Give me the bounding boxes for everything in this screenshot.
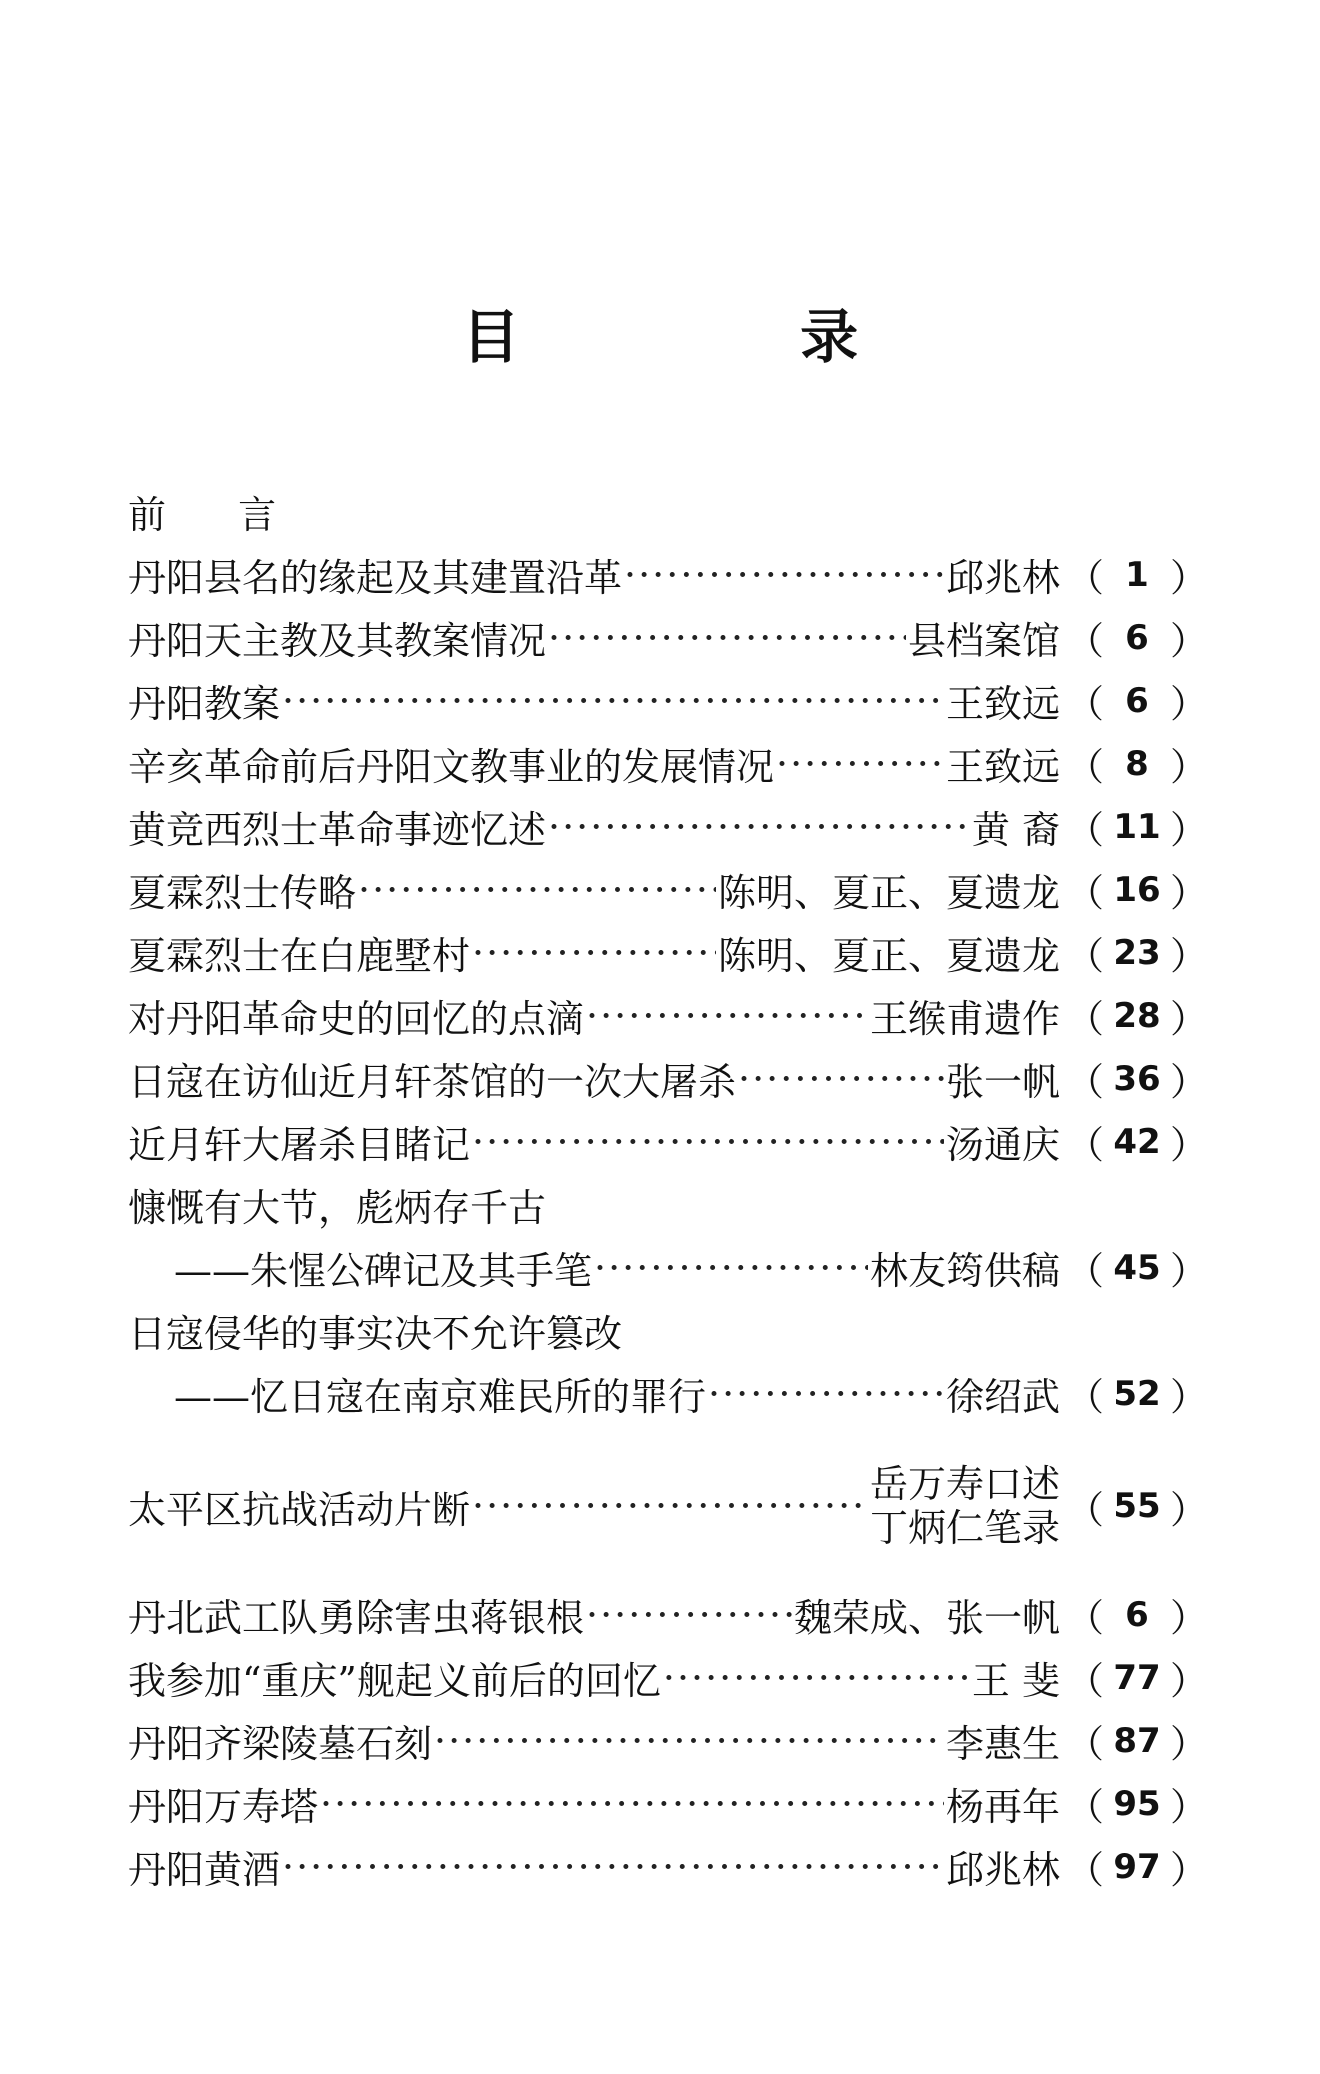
toc-entry-page — [1060, 1479, 1208, 1534]
paren-close: ） — [1169, 1659, 1208, 1703]
toc-entry-page — [1060, 1051, 1208, 1106]
leader-dots — [663, 1656, 970, 1700]
toc-entry-author: 汤通庆 — [945, 1123, 1060, 1167]
paren-open: （ — [1066, 997, 1105, 1041]
page-number: 77 — [1113, 1657, 1161, 1698]
leader-dots — [776, 742, 944, 786]
toc-entry[interactable] — [128, 858, 1208, 921]
paren-close: ） — [1169, 1848, 1208, 1892]
toc-entry-subtitle: ——朱惺公碑记及其手笔 — [174, 1249, 593, 1293]
paren-open: （ — [1066, 1060, 1105, 1104]
page-number: 36 — [1113, 1058, 1161, 1099]
page-number: 28 — [1113, 995, 1161, 1036]
toc-entry-author: 徐绍武 — [945, 1375, 1060, 1419]
paren-close: ） — [1169, 1596, 1208, 1640]
toc-entry-title: 夏霖烈士在白鹿墅村 — [128, 934, 471, 978]
paren-close: ） — [1169, 1249, 1208, 1293]
toc-entry-subtitle: ——忆日寇在南京难民所的罪行 — [174, 1375, 707, 1419]
toc-entry-title: 丹阳黄酒 — [128, 1848, 281, 1892]
page-number: 6 — [1125, 1594, 1149, 1635]
toc-entry-page — [1060, 1114, 1208, 1169]
toc-entry-page — [1060, 610, 1208, 665]
paren-open: （ — [1066, 934, 1105, 978]
toc-entry-author-stack — [870, 1462, 1060, 1550]
toc-entry-author-line2: 丁炳仁笔录 — [869, 1506, 1060, 1550]
page-number: 8 — [1125, 743, 1149, 784]
toc-entry-heading[interactable] — [128, 1299, 1208, 1362]
paren-close: ） — [1169, 1487, 1208, 1532]
toc-entry-page — [1060, 1587, 1208, 1642]
toc-entry-author: 杨再年 — [945, 1785, 1060, 1829]
paren-open: （ — [1066, 1596, 1105, 1640]
page-title: 目 录 — [461, 303, 989, 371]
toc-preface-label: 前 言 — [128, 493, 307, 537]
toc-entry-title: 黄竞西烈士革命事迹忆述 — [128, 808, 547, 852]
paren-open: （ — [1066, 1375, 1105, 1419]
toc-entry[interactable] — [128, 1583, 1208, 1646]
toc-entry-author: 王缑甫遗作 — [869, 997, 1060, 1041]
table-of-contents — [128, 480, 1208, 1898]
toc-entry-page — [1060, 1650, 1208, 1705]
leader-dots — [282, 679, 944, 723]
paren-close: ） — [1169, 871, 1208, 915]
leader-dots — [358, 868, 716, 912]
toc-entry-author: 县档案馆 — [907, 619, 1060, 663]
page-number: 45 — [1113, 1247, 1161, 1288]
toc-entry[interactable] — [128, 1110, 1208, 1173]
page-number: 6 — [1125, 617, 1149, 658]
toc-entry-page — [1060, 1240, 1208, 1295]
toc-entry-title: 夏霖烈士传略 — [128, 871, 357, 915]
toc-entry-page — [1060, 673, 1208, 728]
paren-open: （ — [1066, 1249, 1105, 1293]
toc-entry-title: 我参加“重庆”舰起义前后的回忆 — [128, 1659, 661, 1703]
toc-entry-author: 陈明、夏正、夏遗龙 — [717, 871, 1060, 915]
page-number: 52 — [1113, 1373, 1161, 1414]
paren-open: （ — [1066, 1785, 1105, 1829]
paren-open: （ — [1066, 1487, 1105, 1532]
toc-entry[interactable] — [128, 606, 1208, 669]
leader-dots — [708, 1372, 944, 1416]
paren-close: ） — [1169, 745, 1208, 789]
leader-dots — [548, 616, 906, 660]
leader-dots — [594, 1246, 868, 1290]
toc-entry-page — [1060, 925, 1208, 980]
toc-entry-heading[interactable] — [128, 1173, 1208, 1236]
toc-entry-author: 黄 裔 — [971, 808, 1060, 852]
toc-entry-title: 丹阳万寿塔 — [128, 1785, 319, 1829]
page-number: 6 — [1125, 680, 1149, 721]
toc-entry-title: 日寇侵华的事实决不允许篡改 — [128, 1312, 623, 1356]
toc-entry-title: 慷慨有大节，彪炳存千古 — [128, 1186, 547, 1230]
paren-close: ） — [1169, 1123, 1208, 1167]
toc-entry-subtitle-row[interactable] — [128, 1362, 1208, 1425]
toc-entry[interactable] — [128, 543, 1208, 606]
paren-open: （ — [1066, 1848, 1105, 1892]
leader-dots — [472, 1120, 944, 1164]
toc-entry-title: 丹阳齐梁陵墓石刻 — [128, 1722, 433, 1766]
toc-entry[interactable] — [128, 1441, 1208, 1571]
leader-dots — [624, 553, 944, 597]
toc-entry-page — [1060, 799, 1208, 854]
paren-open: （ — [1066, 556, 1105, 600]
toc-entry[interactable] — [128, 1646, 1208, 1709]
toc-entry-author: 林友筠供稿 — [869, 1249, 1060, 1293]
leader-dots — [586, 1593, 792, 1637]
toc-entry-title: 日寇在访仙近月轩茶馆的一次大屠杀 — [128, 1060, 737, 1104]
paren-close: ） — [1169, 556, 1208, 600]
toc-entry-title: 太平区抗战活动片断 — [128, 1487, 471, 1532]
page-number: 87 — [1113, 1720, 1161, 1761]
leader-dots — [548, 805, 970, 849]
toc-entry-page — [1060, 988, 1208, 1043]
leader-dots — [434, 1719, 944, 1763]
toc-entry-title: 丹阳县名的缘起及其建置沿革 — [128, 556, 623, 600]
toc-entry-author: 邱兆林 — [945, 1848, 1060, 1892]
toc-entry-author-line1: 岳万寿口述 — [869, 1462, 1060, 1506]
toc-entry[interactable] — [128, 921, 1208, 984]
paren-open: （ — [1066, 871, 1105, 915]
paren-close: ） — [1169, 934, 1208, 978]
toc-entry-author: 邱兆林 — [945, 556, 1060, 600]
toc-entry-author: 王 斐 — [971, 1659, 1060, 1703]
page-number: 95 — [1113, 1783, 1161, 1824]
paren-close: ） — [1169, 619, 1208, 663]
toc-entry-author: 王致远 — [945, 682, 1060, 726]
paren-close: ） — [1169, 1785, 1208, 1829]
paren-close: ） — [1169, 1060, 1208, 1104]
toc-entry-page — [1060, 1713, 1208, 1768]
toc-entry-page — [1060, 547, 1208, 602]
toc-entry-author: 陈明、夏正、夏遗龙 — [717, 934, 1060, 978]
toc-entry-title: 辛亥革命前后丹阳文教事业的发展情况 — [128, 745, 775, 789]
leader-dots — [282, 1845, 944, 1889]
paren-open: （ — [1066, 1123, 1105, 1167]
toc-entry[interactable] — [128, 1835, 1208, 1898]
toc-entry-page — [1060, 862, 1208, 917]
toc-entry-author: 李惠生 — [945, 1722, 1060, 1766]
paren-open: （ — [1066, 1722, 1105, 1766]
toc-entry-title: 丹阳教案 — [128, 682, 281, 726]
paren-open: （ — [1066, 1659, 1105, 1703]
paren-open: （ — [1066, 619, 1105, 663]
page-number: 11 — [1113, 806, 1161, 847]
toc-entry-title: 近月轩大屠杀目睹记 — [128, 1123, 471, 1167]
toc-entry-page — [1060, 736, 1208, 791]
toc-entry[interactable] — [128, 732, 1208, 795]
toc-entry[interactable] — [128, 669, 1208, 732]
paren-close: ） — [1169, 997, 1208, 1041]
page-number: 1 — [1125, 554, 1149, 595]
toc-entry[interactable] — [128, 1709, 1208, 1772]
paren-open: （ — [1066, 808, 1105, 852]
toc-entry-author: 王致远 — [945, 745, 1060, 789]
toc-entry[interactable] — [128, 1772, 1208, 1835]
paren-close: ） — [1169, 808, 1208, 852]
toc-entry-author: 张一帆 — [945, 1060, 1060, 1104]
toc-entry-page — [1060, 1366, 1208, 1421]
toc-entry-title: 丹北武工队勇除害虫蒋银根 — [128, 1596, 585, 1640]
page-number: 23 — [1113, 932, 1161, 973]
paren-open: （ — [1066, 682, 1105, 726]
page-number: 97 — [1113, 1846, 1161, 1887]
page-number: 55 — [1113, 1486, 1161, 1526]
paren-close: ） — [1169, 1722, 1208, 1766]
toc-entry[interactable] — [128, 984, 1208, 1047]
leader-dots — [738, 1057, 944, 1101]
toc-preface[interactable] — [128, 480, 1208, 543]
toc-entry-title: 丹阳天主教及其教案情况 — [128, 619, 547, 663]
page-number: 42 — [1113, 1121, 1161, 1162]
toc-entry-title: 对丹阳革命史的回忆的点滴 — [128, 997, 585, 1041]
paren-close: ） — [1169, 682, 1208, 726]
page-number: 16 — [1113, 869, 1161, 910]
paren-close: ） — [1169, 1375, 1208, 1419]
toc-entry-subtitle-row[interactable] — [128, 1236, 1208, 1299]
toc-entry-page — [1060, 1776, 1208, 1831]
toc-entry[interactable] — [128, 1047, 1208, 1110]
leader-dots — [320, 1782, 944, 1826]
toc-entry[interactable] — [128, 795, 1208, 858]
leader-dots — [472, 1484, 868, 1528]
leader-dots — [586, 994, 868, 1038]
toc-entry-page — [1060, 1839, 1208, 1894]
paren-open: （ — [1066, 745, 1105, 789]
toc-entry-author: 魏荣成、张一帆 — [793, 1596, 1060, 1640]
leader-dots — [472, 931, 716, 975]
